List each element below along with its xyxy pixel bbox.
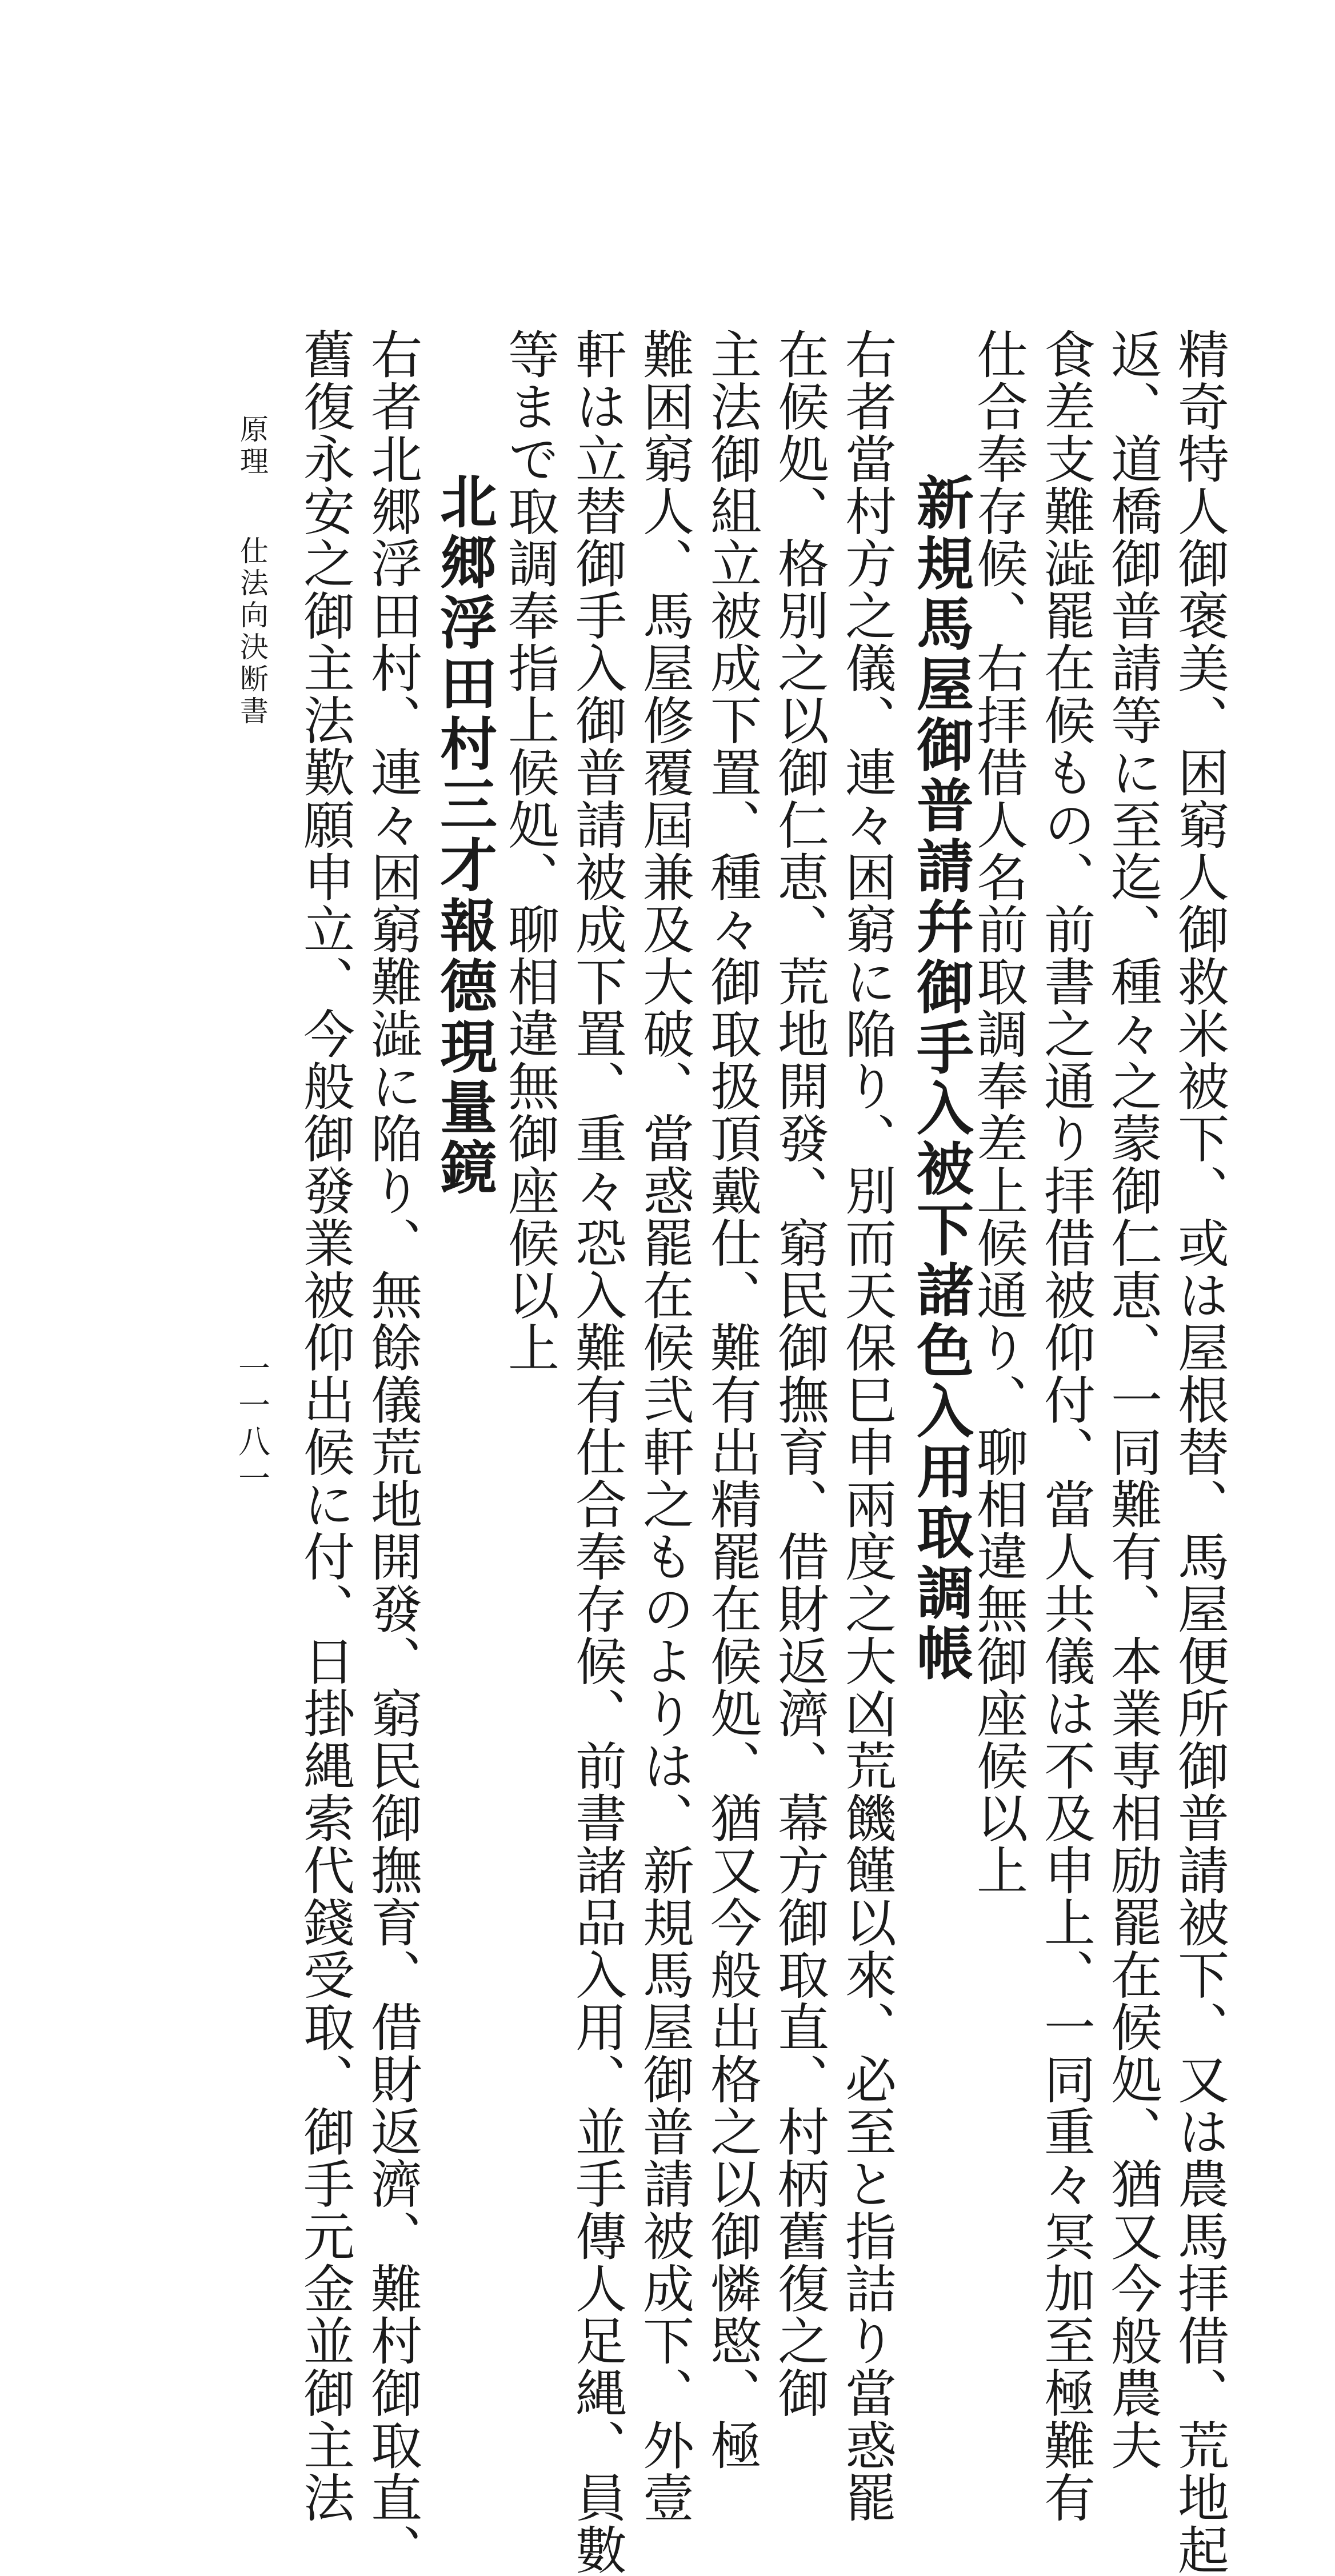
page-number: 一一八一 bbox=[233, 1352, 270, 1498]
paragraph-2-line: 軒は立替御手入御普請被成下置、重々恐入難有仕合奉存候、前書諸品入用、並手傳人足縄、員數 bbox=[566, 328, 626, 2576]
paragraph-3-line: 舊復永安之御主法歎願申立、今般御發業被仰出候に付、日掛縄索代錢受取、御手元金並御主法 bbox=[294, 328, 354, 2523]
paragraph-2-line: 右者當村方之儀、連々困窮に陥り、別而天保巳申兩度之大凶荒饑饉以來、必至と指詰り當惑罷 bbox=[836, 328, 896, 2523]
paragraph-1-line: 仕合奉存候、右拝借人名前取調奉差上候通り、聊相違無御座候以上 bbox=[968, 328, 1028, 1896]
paragraph-2-line: 主法御組立被成下置、種々御取扱頂戴仕、難有出精罷在候処、猶又今般出格之以御憐愍、極 bbox=[701, 328, 761, 2471]
heading-kitago-ukita-village-mirror: 北郷浮田村三才報德現量鏡 bbox=[430, 472, 498, 1199]
paragraph-2-line: 在候処、格別之以御仁恵、荒地開發、窮民御撫育、借財返濟、幕方御取直、村柄舊復之御 bbox=[769, 328, 829, 2419]
paragraph-1-line: 精奇特人御褒美、困窮人御救米被下、或は屋根替、馬屋便所御普請被下、又は農馬拝借、荒地起 bbox=[1169, 328, 1229, 2576]
paragraph-1-line: 食差支難澁罷在候もの、前書之通り拝借被仰付、當人共儀は不及申上、一同重々冥加至極難有 bbox=[1035, 328, 1095, 2523]
paragraph-2-line: 難困窮人、馬屋修覆屆兼及大破、當惑罷在候弐軒之ものよりは、新規馬屋御普請被成下、外壹 bbox=[634, 328, 694, 2523]
paragraph-3-line: 右者北郷浮田村、連々困窮難澁に陥り、無餘儀荒地開發、窮民御撫育、借財返濟、難村御取直、 bbox=[362, 328, 422, 2576]
paragraph-2-line: 等まで取調奉指上候処、聊相違無御座候以上 bbox=[499, 328, 559, 1373]
running-header-title: 仕法向決断書 bbox=[235, 536, 269, 728]
paragraph-1-line: 返、道橋御普請等に至迄、種々之蒙御仁恵、一同難有、本業専相励罷在候処、猶又今般農夫 bbox=[1102, 328, 1162, 2471]
heading-new-stable-construction-ledger: 新規馬屋御普請幷御手入被下諸色入用取調帳 bbox=[907, 473, 974, 1684]
running-header-section: 原理 bbox=[235, 414, 269, 478]
